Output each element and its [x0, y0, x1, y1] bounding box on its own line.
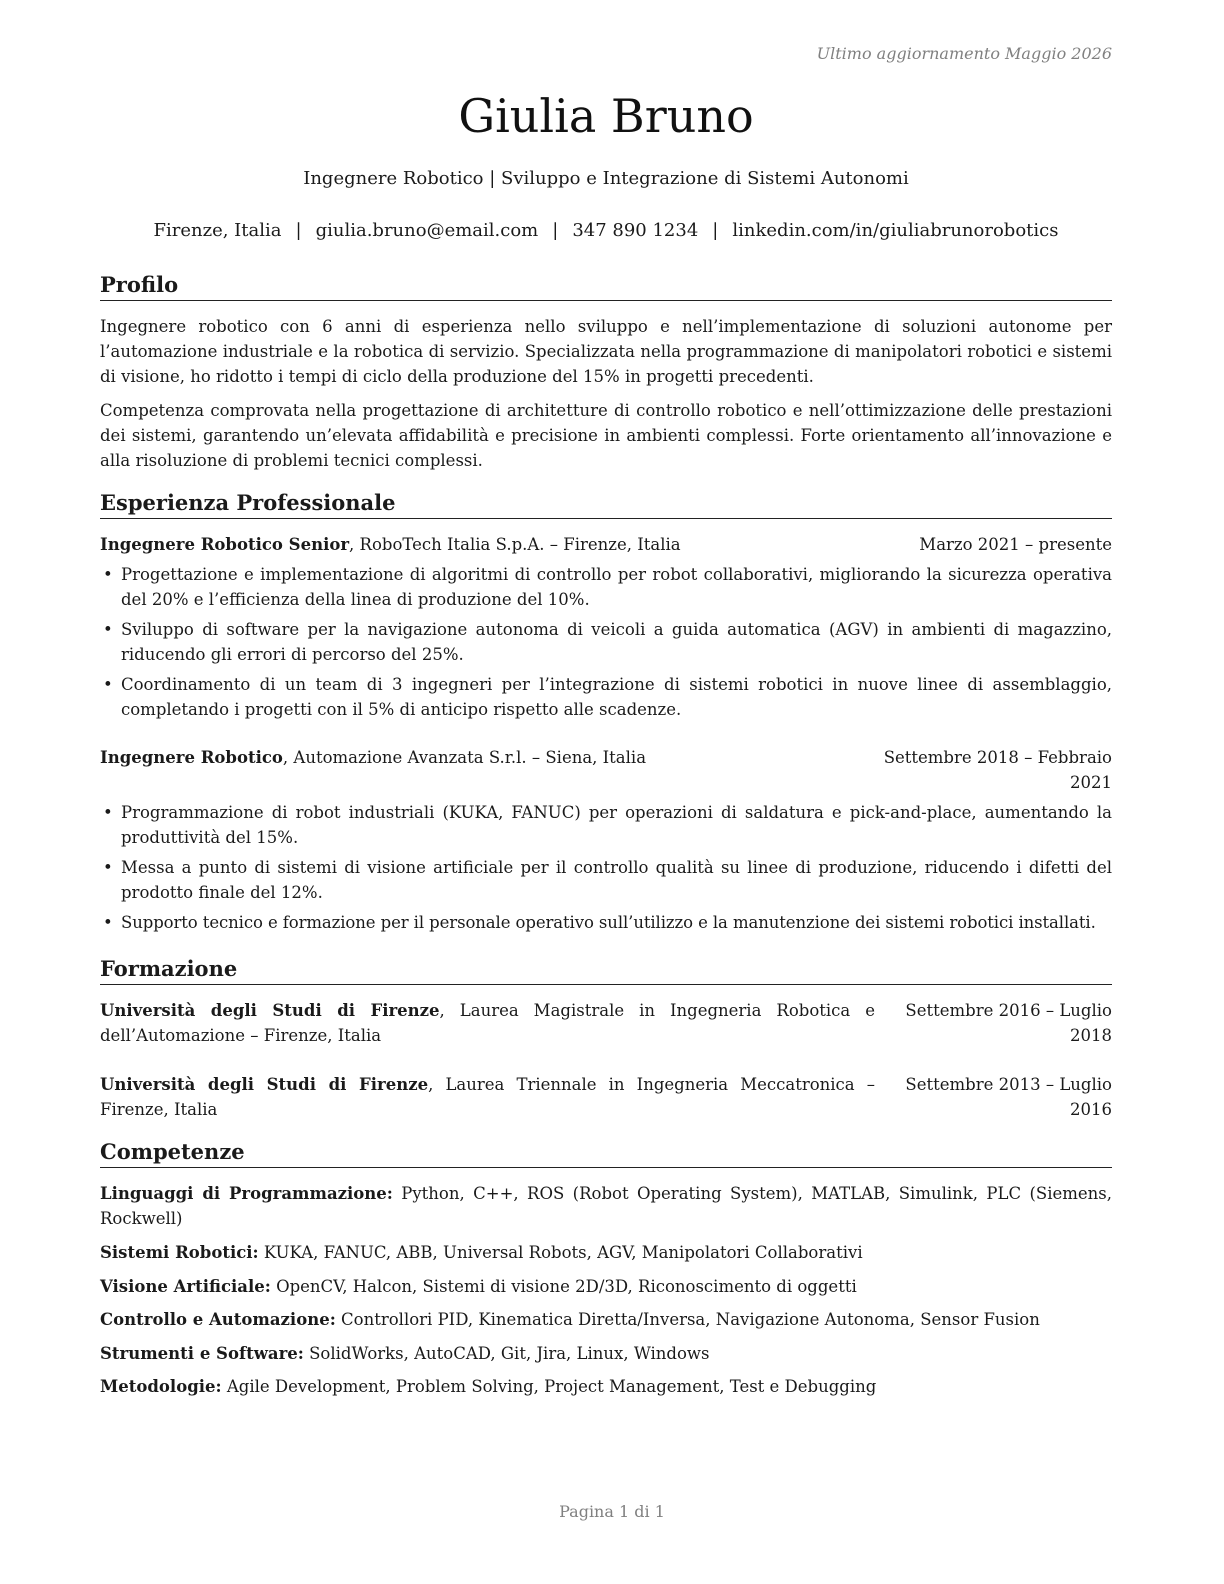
job-bullet: • Progettazione e implementazione di algoritmi di controllo per robot collaborativi, migliorando la sicurezza operativa del 20% e l’efficienza della linea di produzione del 10%. — [100, 562, 1112, 612]
job-bullet: • Programmazione di robot industriali (KUKA, FANUC) per operazioni di saldatura e pick-and-place, aumentando la produttività del 15%. — [100, 800, 1112, 850]
skill-line — [100, 1307, 1112, 1332]
skill-label: Strumenti e Software: — [100, 1344, 304, 1363]
section-title-experience: Esperienza Professionale — [100, 489, 1112, 519]
candidate-subtitle: Ingegnere Robotico | Sviluppo e Integrazione di Sistemi Autonomi — [303, 168, 909, 189]
job-company: , Automazione Avanzata S.r.l. – Siena, Italia — [282, 748, 647, 767]
skill-value: Agile Development, Problem Solving, Project Management, Test e Debugging — [221, 1377, 877, 1396]
skill-label: Visione Artificiale: — [100, 1277, 271, 1296]
skill-line — [100, 1341, 1112, 1366]
skill-value: SolidWorks, AutoCAD, Git, Jira, Linux, Windows — [303, 1344, 710, 1363]
job-dates: Marzo 2021 – presente — [919, 535, 1112, 554]
last-updated: Ultimo aggiornamento Maggio 2026 — [816, 44, 1112, 63]
profile-paragraph: Ingegnere robotico con 6 anni di esperienza nello sviluppo e nell’implementazione di soluzioni autonome per l’automazione industriale e la robotica di servizio. Specializzata nella programmazione di manipolatori robotici e sistemi di visione, ho ridotto i tempi di ciclo della produzione del 15% in progetti precedenti. — [100, 317, 1112, 386]
job-company: , RoboTech Italia S.p.A. – Firenze, Italia — [349, 535, 681, 554]
job-bullet: • Messa a punto di sistemi di visione artificiale per il controllo qualità su linee di produzione, riducendo i difetti del prodotto finale del 12%. — [100, 855, 1112, 905]
education-school: Università degli Studi di Firenze — [100, 1001, 440, 1020]
job-dates: Settembre 2018 – Febbraio 2021 — [883, 748, 1112, 792]
skill-line — [100, 1274, 1112, 1299]
job-bullet: • Coordinamento di un team di 3 ingegneri per l’integrazione di sistemi robotici in nuove linee di assemblaggio, completando i progetti con il 5% di anticipo rispetto alle scadenze. — [100, 672, 1112, 722]
contact-line — [100, 219, 1112, 243]
job-bullets — [100, 800, 1112, 940]
contact-phone: 347 890 1234 — [572, 220, 699, 241]
skill-line — [100, 1181, 1112, 1231]
skill-label: Controllo e Automazione: — [100, 1310, 336, 1329]
education-school: Università degli Studi di Firenze — [100, 1075, 429, 1094]
skill-value: Controllori PID, Kinematica Diretta/Inversa, Navigazione Autonoma, Sensor Fusion — [335, 1310, 1040, 1329]
skill-value: OpenCV, Halcon, Sistemi di visione 2D/3D, Riconoscimento di oggetti — [270, 1277, 857, 1296]
job-role: Ingegnere Robotico — [100, 748, 283, 767]
job-bullet: • Sviluppo di software per la navigazione autonoma di veicoli a guida automatica (AGV) in ambienti di magazzino, riducendo gli errori di percorso del 25%. — [100, 617, 1112, 667]
job-bullet: • Supporto tecnico e formazione per il personale operativo sull’utilizzo e la manutenzione dei sistemi robotici installati. — [100, 910, 1112, 935]
contact-separator: | — [552, 220, 559, 241]
skill-value: Python, C++, ROS (Robot Operating System), MATLAB, Simulink, PLC (Siemens, Rockwell) — [100, 1184, 1113, 1228]
skill-label: Sistemi Robotici: — [100, 1243, 259, 1262]
contact-location: Firenze, Italia — [153, 220, 282, 241]
section-title-education: Formazione — [100, 955, 1112, 985]
contact-separator: | — [295, 220, 302, 241]
profile-paragraph: Competenza comprovata nella progettazione di architetture di controllo robotico e nell’ottimizzazione delle prestazioni dei sistemi, garantendo un’elevata affidabilità e precisione in ambienti complessi. Forte orientamento all’innovazione e alla risoluzione di problemi tecnici complessi. — [100, 401, 1112, 470]
job-role: Ingegnere Robotico Senior — [100, 535, 350, 554]
skill-label: Linguaggi di Programmazione: — [100, 1184, 393, 1203]
skill-line — [100, 1374, 1112, 1399]
education-degree: , Laurea Magistrale in Ingegneria Robotica e dell’Automazione – Firenze, Italia — [100, 1001, 875, 1045]
contact-email[interactable]: giulia.bruno@email.com — [315, 220, 539, 241]
education-dates: Settembre 2016 – Luglio 2018 — [905, 1001, 1112, 1045]
resume-page — [100, 0, 1112, 1584]
page-number: Pagina 1 di 1 — [559, 1502, 665, 1521]
education-degree: , Laurea Triennale in Ingegneria Meccatronica – Firenze, Italia — [100, 1075, 876, 1119]
contact-separator: | — [712, 220, 719, 241]
candidate-name: Giulia Bruno — [458, 89, 754, 143]
section-title-skills: Competenze — [100, 1138, 1112, 1168]
skill-line — [100, 1240, 1112, 1265]
contact-linkedin[interactable]: linkedin.com/in/giuliabrunorobotics — [732, 220, 1059, 241]
skill-label: Metodologie: — [100, 1377, 222, 1396]
section-title-profile: Profilo — [100, 271, 1112, 301]
job-bullets — [100, 562, 1112, 727]
education-dates: Settembre 2013 – Luglio 2016 — [905, 1075, 1112, 1119]
skill-value: KUKA, FANUC, ABB, Universal Robots, AGV, Manipolatori Collaborativi — [258, 1243, 863, 1262]
